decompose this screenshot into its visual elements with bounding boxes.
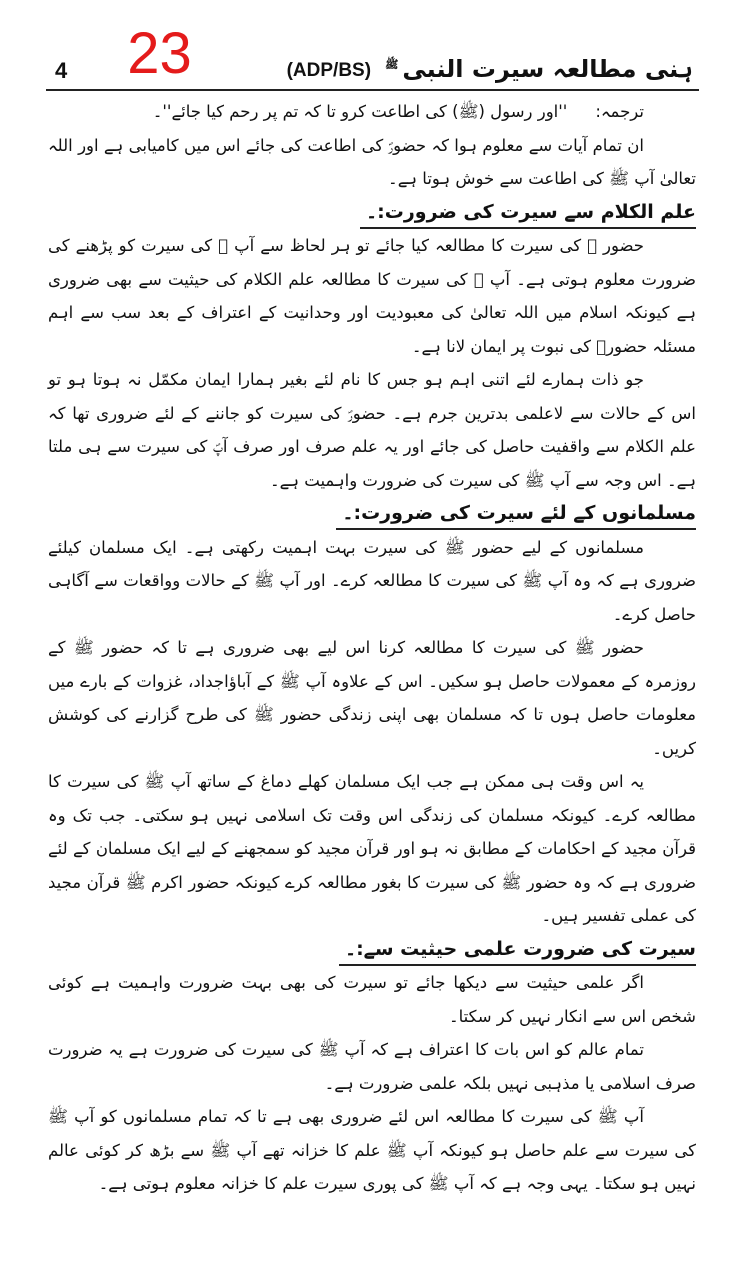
paragraph: یہ اس وقت ہی ممکن ہے جب ایک مسلمان کھلے دماغ کے ساتھ آپ ﷺ کی سیرت کا مطالعہ کرے۔ کیونکہ مسلمان کی زندگی اس وقت تک اسلامی نہیں ہو سکتی۔ جب تک وہ قرآن مجید کے احکامات کے مطابق نہ ہو اور قرآن مجید کو سمجھنے کے لیے ایک مسلمان کے لئے ضروری ہے کہ وہ حضور ﷺ کی سیرت کا بغور مطالعہ کرے کیونکہ حضور اکرم ﷺ قرآن مجید کی عملی تفسیر ہیں۔ [48, 772, 696, 925]
paragraph: مسلمانوں کے لیے حضور ﷺ کی سیرت بہت اہمیت رکھتی ہے۔ ایک مسلمان کیلئے ضروری ہے کہ وہ آپ ﷺ کی سیرت کا مطالعہ کرے۔ اور آپ ﷺ کے حالات وواقعات سے آگاہی حاصل کرے۔ [48, 537, 696, 624]
book-title [385, 49, 693, 85]
book-title-text: ہنی مطالعہ سیرت النبی [402, 55, 693, 83]
section-heading-wrap [48, 933, 696, 967]
honorific-mark: ﷺ [385, 58, 399, 71]
sequence-number: 23 [127, 21, 192, 86]
paragraph: آپ ﷺ کی سیرت کا مطالعہ اس لئے ضروری بھی ہے تا کہ تمام مسلمانوں کو آپ ﷺ کی سیرت سے علم حاصل ہو کیونکہ آپ ﷺ علم کا خزانہ تھے آپ ﷺ سے بڑھ کر کوئی عالم نہیں ہو سکتا۔ یہی وجہ ہے کہ آپ ﷺ کی پوری سیرت علم کا خزانہ معلوم ہوتی ہے۔ [48, 1107, 696, 1193]
paragraph: اگر علمی حیثیت سے دیکھا جائے تو سیرت کی بھی بہت ضرورت واہمیت ہے کوئی شخص اس سے انکار نہیں کر سکتا۔ [48, 973, 696, 1026]
paragraph: تمام عالم کو اس بات کا اعتراف ہے کہ آپ ﷺ کی سیرت کی ضرورت ہے یہ ضرورت صرف اسلامی یا مذہبی نہیں بلکہ علمی ضرورت ہے۔ [48, 1040, 696, 1093]
page-header [46, 0, 699, 91]
page-body [48, 95, 696, 1221]
paragraph: حضور ﷺ کی سیرت کا مطالعہ کیا جائے تو ہر لحاظ سے آپ ﷺ کی سیرت کو پڑھنے کی ضرورت معلوم ہوتی ہے۔ آپ ﷺ کی سیرت کا مطالعہ علم الکلام کی حیثیت سے بھی ضروری ہے کیونکہ اسلام میں اللہ تعالیٰ کی معبودیت اور وحدانیت کے اعتراف کے بعد سب سے اہم مسئلہ حضورؐ کی نبوت پر ایمان لانا ہے۔ [48, 236, 696, 356]
translation-label: ترجمہ: [595, 102, 644, 121]
section-heading-wrap [48, 497, 696, 531]
paragraph: جو ذات ہمارے لئے اتنی اہم ہو جس کا نام لئے بغیر ہمارا ایمان مکمّل نہ ہوتا ہو تو اس کے حالات سے لاعلمی بدترین جرم ہے۔ حضورؐ کی سیرت کو جاننے کے لئے ضروری تھا کہ علم الکلام سے واقفیت حاصل کی جائے اور یہ علم صرف اور صرف آپؐ کی سیرت سے ہی ملتا ہے۔ اس وجہ سے آپ ﷺ کی سیرت کی ضرورت واہمیت ہے۔ [48, 370, 696, 490]
section-heading: علم الکلام سے سیرت کی ضرورت:۔ [360, 197, 696, 229]
paragraph: حضور ﷺ کی سیرت کا مطالعہ کرنا اس لیے بھی ضروری ہے تا کہ حضور ﷺ کے روزمرہ کے معمولات حاصل ہو سکیں۔ اس کے علاوہ آپ ﷺ کے آباؤاجداد، غزوات کے بارے میں معلومات حاصل ہوں تا کہ مسلمان بھی اپنی زندگی حضور ﷺ کی طرح گزارنے کی کوشش کریں۔ [48, 638, 696, 758]
section-heading: سیرت کی ضرورت علمی حیثیت سے:۔ [339, 934, 696, 966]
page-number: 4 [55, 58, 68, 83]
translation-text: ''اور رسول (ﷺ) کی اطاعت کرو تا کہ تم پر رحم کیا جائے''۔ [152, 102, 568, 121]
section-heading: مسلمانوں کے لئے سیرت کی ضرورت:۔ [336, 498, 696, 530]
translation-line [48, 95, 696, 129]
section-heading-wrap [48, 196, 696, 230]
paragraph: ان تمام آیات سے معلوم ہوا کہ حضورؐ کی اطاعت کی جائے اس میں کامیابی ہے اور اللہ تعالیٰ آپ ﷺ کی اطاعت سے خوش ہوتا ہے۔ [48, 135, 696, 188]
course-code: (ADP/BS) [286, 60, 372, 81]
